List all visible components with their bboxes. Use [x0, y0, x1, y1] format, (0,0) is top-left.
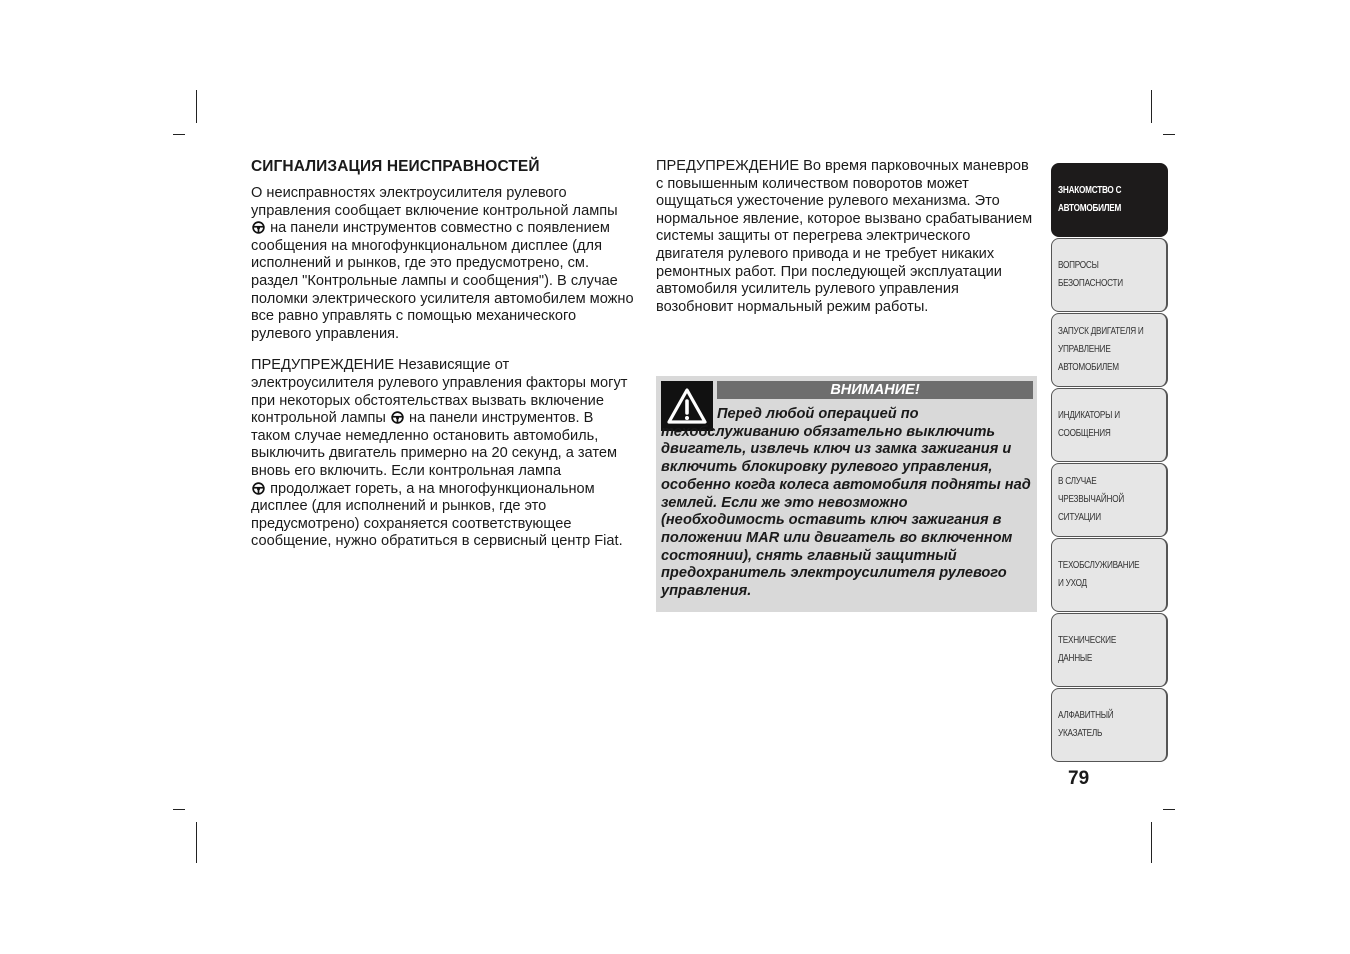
crop-mark — [196, 822, 197, 863]
paragraph-malfunction: О неисправностях электроусилителя рулевого управления сообщает включение контрольной лампы на панели инструментов совместно с появлением сообщения на многофункциональном дисплее (для исполнений и рынков, где это предусмотрено, см. раздел "Контрольные лампы и сообщения"). В случае поломки электрического усилителя автомобилем можно все равно управлять с помощью механического рулевого управления. — [251, 185, 634, 342]
chapter-tab-label: ТЕХНИЧЕСКИЕ ДАННЫЕ — [1058, 635, 1117, 664]
crop-mark — [1151, 90, 1152, 123]
crop-mark — [173, 809, 185, 810]
paragraph-warning-2: ПРЕДУПРЕЖДЕНИЕ Во время парковочных маневров с повышенным количеством поворотов может ощущаться ужесточение рулевого механизма. Это нормальное явление, которое вызвано срабатыванием системы защиты от перегрева электрического двигателя рулевого привода и не требует никаких ремонтных работ. При последующей эксплуатации автомобиля усилитель рулевого управления возобновит нормальный режим работы. — [656, 158, 1033, 315]
crop-mark — [173, 134, 185, 135]
warning-header: ВНИМАНИЕ! — [717, 381, 1033, 399]
chapter-tab[interactable] — [1051, 538, 1168, 612]
steering-wheel-icon — [252, 221, 265, 234]
chapter-tab[interactable] — [1051, 163, 1168, 237]
chapter-tab[interactable] — [1051, 688, 1168, 762]
chapter-tab[interactable] — [1051, 613, 1168, 687]
left-column — [251, 158, 635, 565]
chapter-tab-label: ИНДИКАТОРЫ И СООБЩЕНИЯ — [1058, 410, 1120, 439]
crop-mark — [196, 90, 197, 123]
chapter-tab-label: ЗНАКОМСТВО С АВТОМОБИЛЕМ — [1058, 185, 1122, 214]
chapter-tab-label: АЛФАВИТНЫЙ УКАЗАТЕЛЬ — [1058, 710, 1114, 739]
page-number: 79 — [1068, 768, 1090, 789]
section-title: СИГНАЛИЗАЦИЯ НЕИСПРАВНОСТЕЙ — [251, 158, 540, 175]
crop-mark — [1151, 822, 1152, 863]
steering-wheel-icon — [252, 482, 265, 495]
chapter-tab[interactable] — [1051, 463, 1168, 537]
chapter-tab[interactable] — [1051, 238, 1168, 312]
right-column — [656, 158, 1038, 330]
paragraph-warning-1: ПРЕДУПРЕЖДЕНИЕ Независящие от электроусилителя рулевого управления факторы могут при некоторых обстоятельствах вызвать включение контрольной лампы на панели инструментов. В таком случае немедленно остановить автомобиль, выключить двигатель примерно на 20 секунд, а затем вновь его включить. Если контрольная лампа продолжает гореть, а на многофункциональном дисплее (для исполнений и рынков, где это предусмотрено) сохраняется соответствующее сообщение, нужно обратиться в сервисный центр Fiat. — [251, 357, 628, 550]
chapter-tab[interactable] — [1051, 388, 1168, 462]
crop-mark — [1163, 134, 1175, 135]
chapter-tab-label: В СЛУЧАЕ ЧРЕЗВЫЧАЙНОЙ СИТУАЦИИ — [1058, 476, 1124, 523]
chapter-tab-label: ВОПРОСЫ БЕЗОПАСНОСТИ — [1058, 260, 1123, 289]
chapter-tab[interactable] — [1051, 313, 1168, 387]
crop-mark — [1163, 809, 1175, 810]
warning-box — [656, 376, 1037, 612]
steering-wheel-icon — [391, 411, 404, 424]
chapter-tab-label: ТЕХОБСЛУЖИВАНИЕ И УХОД — [1058, 560, 1140, 589]
warning-text: Перед любой операцией по техобслуживанию обязательно выключить двигатель, извлечь ключ из замка зажигания и включить блокировку рулевого управления, особенно когда колеса автомобиля подняты над землей. Если же это невозможно (необходимость оставить ключ зажигания в положении MAR или двигатель во включенном состоянии), снять главный защитный предохранитель электроусилителя рулевого управления. — [661, 406, 1031, 600]
chapter-tab-label: ЗАПУСК ДВИГАТЕЛЯ И УПРАВЛЕНИЕ АВТОМОБИЛЕМ — [1058, 326, 1144, 373]
